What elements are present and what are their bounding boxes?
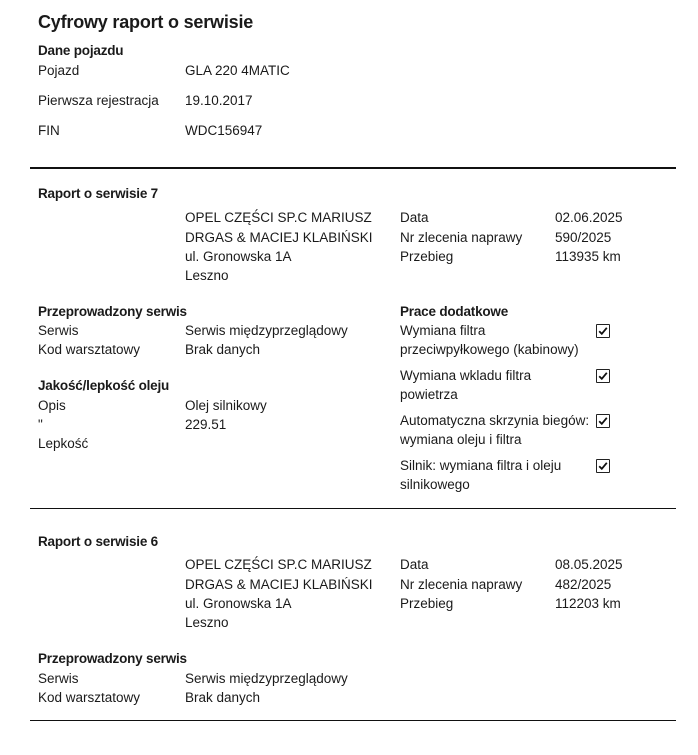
report-6-order-label: Nr zlecenia naprawy	[400, 577, 523, 592]
page-title: Cyfrowy raport o serwisie	[38, 12, 254, 32]
report-7-oil-desc-label: Opis	[38, 398, 66, 413]
report-7-workshop-line-4: Leszno	[185, 268, 229, 283]
report-6-service-heading: Przeprowadzony serwis	[38, 651, 187, 666]
extra-item-2-line-2: powietrza	[400, 387, 458, 402]
report-6-workshop-line-2: DRGAS & MACIEJ KLABIŃSKI	[185, 577, 373, 592]
check-icon	[597, 370, 609, 382]
report-7-workshop-line-2: DRGAS & MACIEJ KLABIŃSKI	[185, 230, 373, 245]
report-6-mileage-label: Przebieg	[400, 596, 454, 611]
report-6-workshop-line-3: ul. Gronowska 1A	[185, 596, 292, 611]
section-divider	[30, 167, 676, 169]
extra-item-3-line-1: Automatyczna skrzynia biegów:	[400, 413, 590, 428]
vehicle-label-registration: Pierwsza rejestracja	[38, 93, 159, 108]
bottom-divider	[30, 720, 676, 721]
report-7-viscosity-label: Lepkość	[38, 436, 89, 451]
report-7-mileage-label: Przebieg	[400, 249, 454, 264]
report-7-date-label: Data	[400, 210, 429, 225]
report-7-date-value: 02.06.2025	[555, 210, 623, 225]
extra-item-1-checkbox[interactable]	[596, 324, 610, 338]
report-7-workshop-code-value: Brak danych	[185, 342, 261, 357]
vehicle-value-model: GLA 220 4MATIC	[185, 63, 290, 78]
report-7-extra-heading: Prace dodatkowe	[400, 304, 509, 319]
report-7-workshop-code-label: Kod warsztatowy	[38, 342, 141, 357]
vehicle-heading: Dane pojazdu	[38, 43, 124, 58]
extra-item-4-checkbox[interactable]	[596, 459, 610, 473]
report-7-mileage-value: 113935 km	[555, 249, 621, 264]
report-7-oil-spec-value: 229.51	[185, 417, 227, 432]
report-6-service-value: Serwis międzyprzeglądowy	[185, 671, 348, 686]
extra-item-1-line-1: Wymiana filtra	[400, 323, 486, 338]
report-6-date-value: 08.05.2025	[555, 557, 623, 572]
extra-item-4-line-1: Silnik: wymiana filtra i oleju	[400, 458, 562, 473]
extra-item-3-line-2: wymiana oleju i filtra	[400, 432, 522, 447]
extra-item-2-checkbox[interactable]	[596, 369, 610, 383]
vehicle-value-registration: 19.10.2017	[185, 93, 253, 108]
check-icon	[597, 415, 609, 427]
report-7-heading: Raport o serwisie 7	[38, 186, 158, 201]
extra-item-4-line-2: silnikowego	[400, 477, 470, 492]
report-6-workshop-code-value: Brak danych	[185, 690, 261, 705]
check-icon	[597, 325, 609, 337]
extra-item-1-line-2: przeciwpyłkowego (kabinowy)	[400, 342, 579, 357]
report-6-workshop-code-label: Kod warsztatowy	[38, 690, 141, 705]
report-6-service-label: Serwis	[38, 671, 79, 686]
extra-item-3-checkbox[interactable]	[596, 414, 610, 428]
report-divider	[30, 508, 676, 509]
vehicle-value-fin: WDC156947	[185, 123, 263, 138]
report-7-order-label: Nr zlecenia naprawy	[400, 230, 523, 245]
report-7-service-value: Serwis międzyprzeglądowy	[185, 323, 348, 338]
extra-item-2-line-1: Wymiana wkladu filtra	[400, 368, 532, 383]
report-7-order-value: 590/2025	[555, 230, 612, 245]
report-7-service-heading: Przeprowadzony serwis	[38, 304, 187, 319]
vehicle-label-fin: FIN	[38, 123, 60, 138]
vehicle-label-model: Pojazd	[38, 63, 80, 78]
report-7-oil-desc-value: Olej silnikowy	[185, 398, 267, 413]
report-6-mileage-value: 112203 km	[555, 596, 621, 611]
report-6-workshop-line-1: OPEL CZĘŚCI SP.C MARIUSZ	[185, 557, 372, 572]
report-7-oil-heading: Jakość/lepkość oleju	[38, 378, 170, 393]
check-icon	[597, 460, 609, 472]
report-7-workshop-line-1: OPEL CZĘŚCI SP.C MARIUSZ	[185, 210, 372, 225]
report-6-heading: Raport o serwisie 6	[38, 534, 158, 549]
report-6-date-label: Data	[400, 557, 429, 572]
report-7-service-label: Serwis	[38, 323, 79, 338]
report-7-oil-ditto-label: "	[38, 417, 43, 432]
report-6-workshop-line-4: Leszno	[185, 615, 229, 630]
report-7-workshop-line-3: ul. Gronowska 1A	[185, 249, 292, 264]
report-6-order-value: 482/2025	[555, 577, 612, 592]
